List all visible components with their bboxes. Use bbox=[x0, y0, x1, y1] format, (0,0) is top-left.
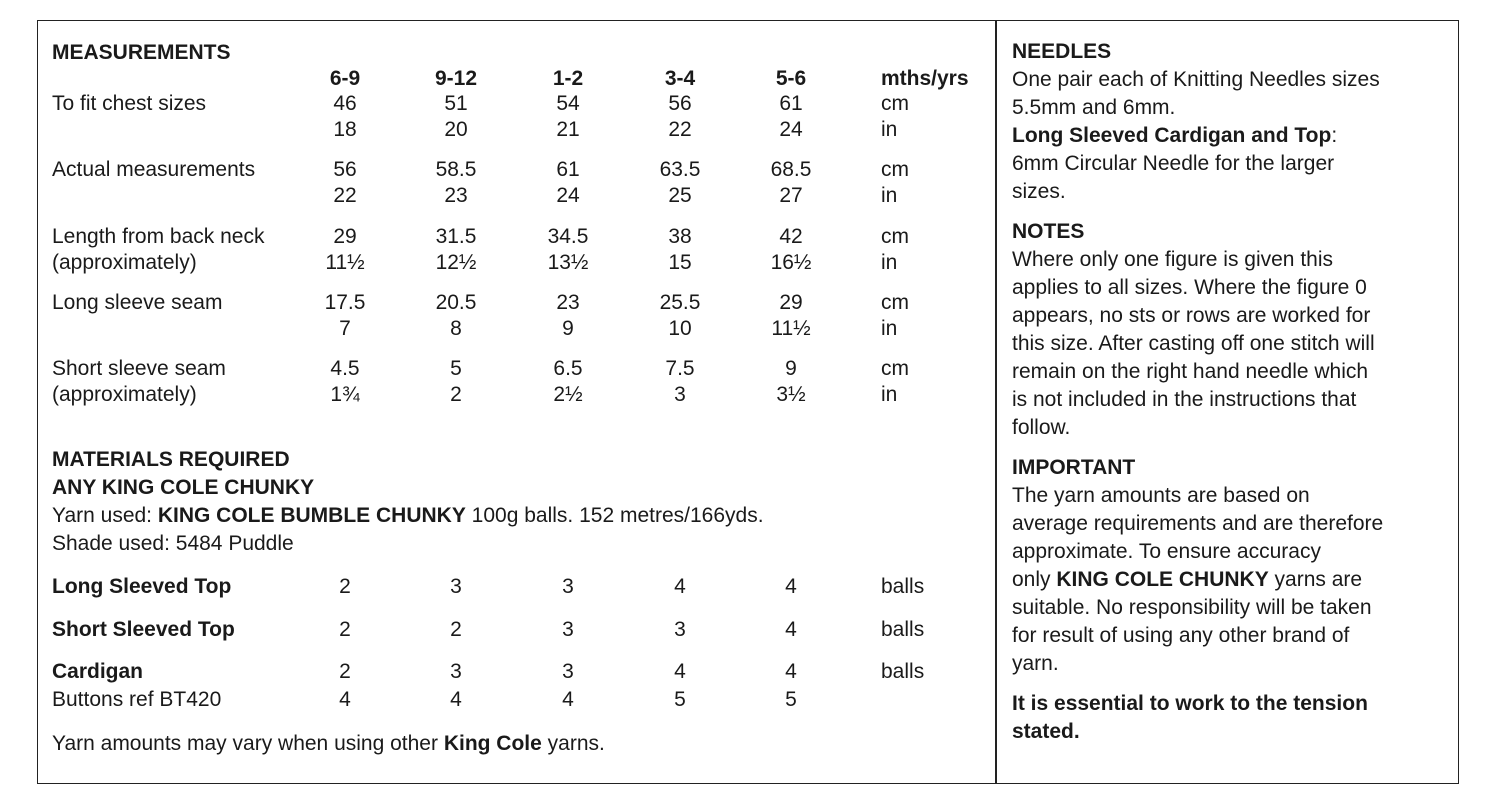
cell-value: 24 bbox=[556, 184, 580, 207]
cell-value: 9 bbox=[562, 317, 574, 340]
cell-value: 29 bbox=[779, 291, 803, 314]
buttons-value: 5 bbox=[785, 688, 797, 711]
size-header: 1-2 bbox=[552, 67, 584, 90]
cell-value: 56 bbox=[333, 158, 357, 181]
yarn-suffix: 100g balls. 152 metres/166yds. bbox=[465, 504, 764, 527]
cell-value: 15 bbox=[668, 251, 692, 274]
cell-value: 8 bbox=[450, 317, 462, 340]
cell-value: 9 bbox=[785, 357, 797, 380]
tension-note: It is essential to work to the tension bbox=[1012, 692, 1368, 715]
size-header: 3-4 bbox=[664, 67, 696, 90]
item-value: 3 bbox=[562, 575, 574, 598]
row-sublabel: (approximately) bbox=[52, 383, 197, 406]
yarn-name: KING COLE BUMBLE CHUNKY bbox=[157, 504, 466, 527]
unit-label: in bbox=[881, 118, 898, 141]
tension-note: stated. bbox=[1012, 720, 1080, 743]
right-column bbox=[1012, 38, 1452, 746]
cell-value: 13½ bbox=[547, 251, 589, 274]
important-heading: IMPORTANT bbox=[1012, 456, 1136, 479]
item-value: 2 bbox=[339, 660, 351, 683]
row-label: To fit chest sizes bbox=[52, 92, 207, 115]
cell-value: 34.5 bbox=[547, 225, 589, 248]
cell-value: 63.5 bbox=[659, 158, 701, 181]
important-text: The yarn amounts are based on bbox=[1012, 484, 1310, 507]
unit-label: in bbox=[881, 184, 898, 207]
notes-text: applies to all sizes. Where the figure 0 bbox=[1012, 276, 1367, 299]
unit-label: in bbox=[881, 383, 898, 406]
column-divider bbox=[995, 20, 997, 784]
important-text: for result of using any other brand of bbox=[1012, 624, 1350, 647]
important-text bbox=[1012, 566, 1452, 594]
size-header: 9-12 bbox=[434, 67, 478, 90]
cell-value: 29 bbox=[333, 225, 357, 248]
cell-value: 20.5 bbox=[435, 291, 477, 314]
notes-text: Where only one figure is given this bbox=[1012, 248, 1333, 271]
yarn-footer-note bbox=[52, 731, 605, 757]
size-header: 6-9 bbox=[329, 67, 361, 90]
cell-value: 6.5 bbox=[553, 357, 583, 380]
cell-value: 4.5 bbox=[330, 357, 360, 380]
row-sublabel: (approximately) bbox=[52, 251, 197, 274]
item-label: Short Sleeved Top bbox=[52, 618, 235, 641]
footer-brand: King Cole bbox=[443, 732, 542, 755]
notes-text: appears, no sts or rows are worked for bbox=[1012, 304, 1371, 327]
cell-value: 58.5 bbox=[435, 158, 477, 181]
cell-value: 46 bbox=[333, 92, 357, 115]
buttons-value: 5 bbox=[674, 688, 686, 711]
item-label: Long Sleeved Top bbox=[52, 575, 232, 598]
needles-text: One pair each of Knitting Needles sizes bbox=[1012, 68, 1380, 91]
cell-value: 16½ bbox=[770, 251, 812, 274]
materials-heading: MATERIALS REQUIRED bbox=[52, 448, 290, 471]
cell-value: 23 bbox=[556, 291, 580, 314]
cell-value: 2½ bbox=[553, 383, 583, 406]
yarn-prefix: Yarn used: bbox=[52, 504, 158, 527]
important-suffix: yarns are bbox=[1268, 568, 1363, 591]
buttons-value: 4 bbox=[450, 688, 462, 711]
cell-value: 38 bbox=[668, 225, 692, 248]
item-value: 3 bbox=[562, 618, 574, 641]
item-value: 4 bbox=[785, 575, 797, 598]
cell-value: 22 bbox=[333, 184, 357, 207]
item-unit: balls bbox=[881, 618, 925, 641]
cell-value: 7.5 bbox=[665, 357, 695, 380]
item-value: 2 bbox=[339, 575, 351, 598]
item-unit: balls bbox=[881, 575, 925, 598]
notes-heading: NOTES bbox=[1012, 220, 1085, 243]
cell-value: 31.5 bbox=[435, 225, 477, 248]
unit-label: cm bbox=[881, 357, 909, 380]
row-label: Short sleeve seam bbox=[52, 357, 226, 380]
footer-prefix: Yarn amounts may vary when using other bbox=[52, 732, 444, 755]
notes-text: this size. After casting off one stitch will bbox=[1012, 332, 1375, 355]
notes-text: remain on the right hand needle which bbox=[1012, 360, 1369, 383]
unit-label: cm bbox=[881, 92, 909, 115]
cell-value: 21 bbox=[556, 118, 580, 141]
cell-value: 61 bbox=[779, 92, 803, 115]
unit-label: cm bbox=[881, 158, 909, 181]
needles-text: 5.5mm and 6mm. bbox=[1012, 96, 1176, 119]
cell-value: 22 bbox=[668, 118, 692, 141]
measurements-heading: MEASUREMENTS bbox=[52, 41, 231, 64]
cell-value: 25 bbox=[668, 184, 692, 207]
needles-heading: NEEDLES bbox=[1012, 40, 1112, 63]
cell-value: 7 bbox=[339, 317, 351, 340]
needles-bold-label: Long Sleeved Cardigan and Top bbox=[1012, 124, 1332, 147]
cell-value: 27 bbox=[779, 184, 803, 207]
cell-value: 51 bbox=[444, 92, 468, 115]
cell-value: 11½ bbox=[325, 251, 365, 274]
item-value: 2 bbox=[450, 618, 462, 641]
cell-value: 68.5 bbox=[770, 158, 812, 181]
unit-label: in bbox=[881, 251, 898, 274]
important-text: yarn. bbox=[1012, 652, 1059, 675]
important-text: average requirements and are therefore bbox=[1012, 512, 1384, 535]
cell-value: 20 bbox=[444, 118, 468, 141]
cell-value: 17.5 bbox=[324, 291, 366, 314]
item-value: 3 bbox=[674, 618, 686, 641]
materials-subheading: ANY KING COLE CHUNKY bbox=[52, 476, 315, 499]
important-brand: KING COLE CHUNKY bbox=[1056, 568, 1269, 591]
cell-value: 3½ bbox=[776, 383, 806, 406]
needles-text: 6mm Circular Needle for the larger bbox=[1012, 152, 1335, 175]
row-label: Length from back neck bbox=[52, 225, 265, 248]
buttons-value: 4 bbox=[339, 688, 351, 711]
unit-label: in bbox=[881, 317, 898, 340]
cell-value: 56 bbox=[668, 92, 692, 115]
cell-value: 1¾ bbox=[330, 383, 360, 406]
item-label: Cardigan bbox=[52, 660, 144, 683]
cell-value: 10 bbox=[668, 317, 692, 340]
cell-value: 54 bbox=[556, 92, 580, 115]
cell-value: 24 bbox=[779, 118, 803, 141]
item-value: 4 bbox=[785, 660, 797, 683]
item-value: 3 bbox=[562, 660, 574, 683]
size-unit-header: mths/yrs bbox=[881, 67, 969, 90]
important-text: suitable. No responsibility will be taken bbox=[1012, 596, 1372, 619]
item-value: 2 bbox=[339, 618, 351, 641]
cell-value: 3 bbox=[674, 383, 686, 406]
unit-label: cm bbox=[881, 291, 909, 314]
important-prefix: only bbox=[1012, 568, 1057, 591]
item-value: 3 bbox=[450, 575, 462, 598]
row-label: Actual measurements bbox=[52, 158, 256, 181]
item-value: 4 bbox=[785, 618, 797, 641]
important-text: approximate. To ensure accuracy bbox=[1012, 540, 1321, 563]
item-value: 4 bbox=[674, 575, 686, 598]
yarn-used-line bbox=[52, 503, 764, 529]
buttons-label: Buttons ref BT420 bbox=[52, 688, 222, 711]
cell-value: 25.5 bbox=[659, 291, 701, 314]
cell-value: 5 bbox=[450, 357, 462, 380]
unit-label: cm bbox=[881, 225, 909, 248]
item-value: 3 bbox=[450, 660, 462, 683]
footer-suffix: yarns. bbox=[541, 732, 605, 755]
cell-value: 11½ bbox=[771, 317, 811, 340]
cell-value: 42 bbox=[779, 225, 803, 248]
cell-value: 12½ bbox=[435, 251, 477, 274]
cell-value: 61 bbox=[556, 158, 580, 181]
buttons-value: 4 bbox=[562, 688, 574, 711]
row-label: Long sleeve seam bbox=[52, 291, 223, 314]
shade-line: Shade used: 5484 Puddle bbox=[52, 532, 294, 555]
cell-value: 2 bbox=[450, 383, 462, 406]
size-header: 5-6 bbox=[775, 67, 807, 90]
needles-text: sizes. bbox=[1012, 180, 1066, 203]
cell-value: 18 bbox=[333, 118, 357, 141]
item-value: 4 bbox=[674, 660, 686, 683]
needles-bold-line bbox=[1012, 122, 1452, 150]
notes-text: follow. bbox=[1012, 416, 1071, 439]
cell-value: 23 bbox=[444, 184, 468, 207]
item-unit: balls bbox=[881, 660, 925, 683]
needles-colon: : bbox=[1331, 124, 1338, 147]
notes-text: is not included in the instructions that bbox=[1012, 388, 1357, 411]
